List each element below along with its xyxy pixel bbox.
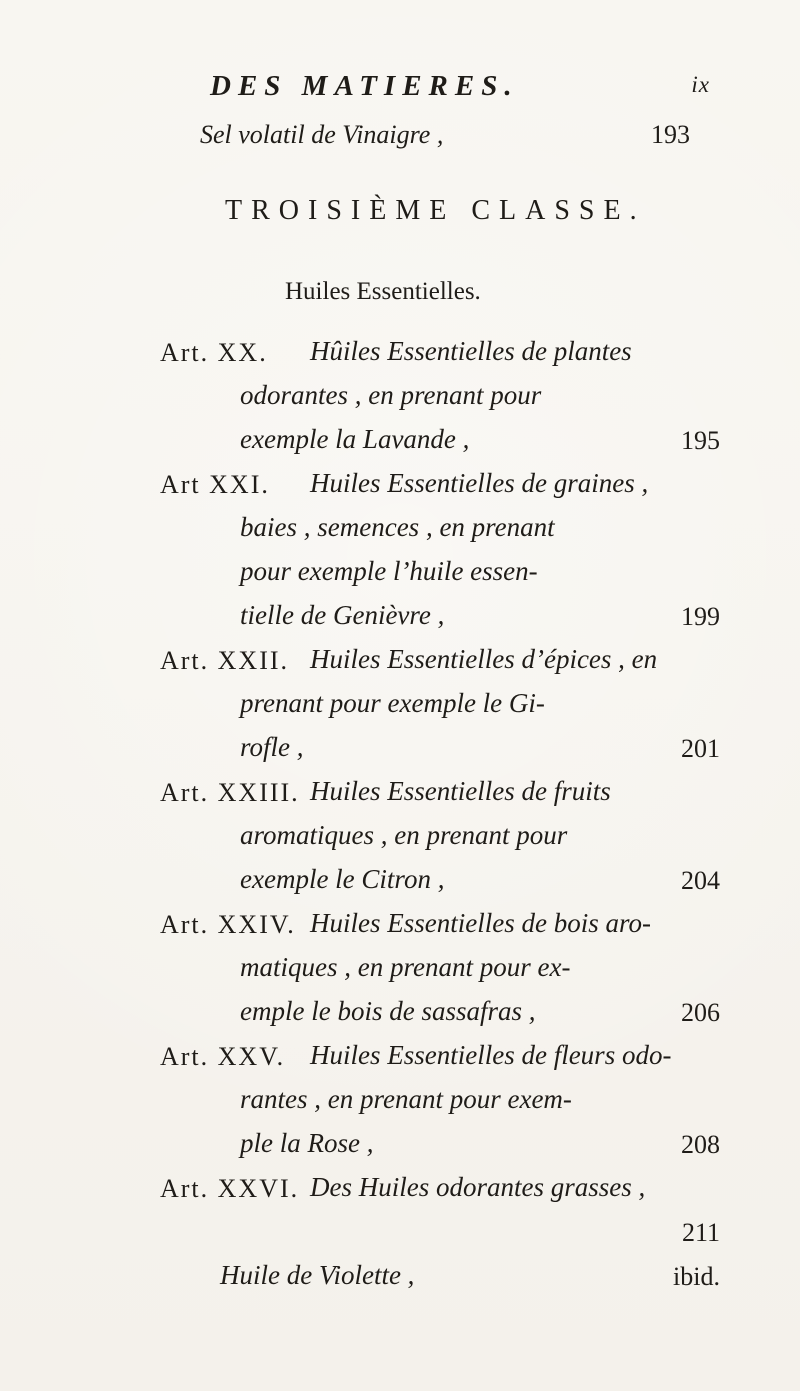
class-heading: TROISIÈME CLASSE. xyxy=(225,195,646,226)
entry-line-4: tielle de Genièvre , xyxy=(240,600,445,630)
entry-line-2: prenant pour exemple le Gi- xyxy=(240,688,545,718)
entry-page: 199 xyxy=(681,602,720,631)
entry-page: 204 xyxy=(681,866,720,895)
entry-line-2: matiques , en prenant pour ex- xyxy=(240,952,571,982)
entry-page: 206 xyxy=(681,998,720,1027)
entry-line-3: emple le bois de sassafras , xyxy=(240,996,536,1026)
entry-line-3: exemple la Lavande , xyxy=(240,424,470,454)
entry-label: Art. XXVI. xyxy=(160,1174,300,1203)
entry-label: Art. XXIV. xyxy=(160,910,296,939)
entry-line-1: Hûiles Essentielles de plantes xyxy=(310,336,632,366)
entry-page: 211 xyxy=(681,1218,720,1247)
entry-line-2: baies , semences , en prenant xyxy=(240,512,555,542)
entry-page: 195 xyxy=(681,426,720,455)
entry-line-2: odorantes , en prenant pour xyxy=(240,380,542,410)
entry-label: Art. XXV. xyxy=(160,1042,286,1071)
tail-line-text: Huile de Violette , xyxy=(220,1260,415,1290)
entry-page: 208 xyxy=(681,1130,720,1159)
subheader-text: Sel volatil de Vinaigre , xyxy=(200,120,444,149)
entry-line-1: Des Huiles odorantes grasses , xyxy=(310,1172,646,1202)
entry-line-1: Huiles Essentielles de fruits xyxy=(310,776,611,806)
entry-line-1: Huiles Essentielles de bois aro- xyxy=(310,908,651,938)
entry-page: 201 xyxy=(681,734,720,763)
entry-line-1: Huiles Essentielles d’épices , en xyxy=(310,644,658,674)
category-title: Huiles Essentielles. xyxy=(285,278,481,305)
entry-line-3: ple la Rose , xyxy=(240,1128,374,1158)
entry-label: Art. XXIII. xyxy=(160,778,300,807)
entry-label: Art. XXII. xyxy=(160,646,290,675)
entry-line-2: aromatiques , en prenant pour xyxy=(240,820,568,850)
entry-label: Art. XX. xyxy=(160,338,268,367)
entry-label: Art XXI. xyxy=(160,470,270,499)
page-header xyxy=(170,70,720,114)
entry-line-1: Huiles Essentielles de fleurs odo- xyxy=(310,1040,672,1070)
entry-line-1: Huiles Essentielles de graines , xyxy=(310,468,649,498)
entry-line-3: pour exemple l’huile essen- xyxy=(240,556,538,586)
header-page-number: ix xyxy=(691,72,710,97)
table-of-contents xyxy=(160,338,720,1358)
tail-line-page: ibid. xyxy=(673,1262,720,1291)
entry-line-3: rofle , xyxy=(240,732,304,762)
subheader-page: 193 xyxy=(651,120,690,149)
header-title: DES MATIERES. xyxy=(210,70,519,102)
subheader-line xyxy=(200,120,700,158)
entry-line-3: exemple le Citron , xyxy=(240,864,445,894)
entry-line-2: rantes , en prenant pour exem- xyxy=(240,1084,572,1114)
